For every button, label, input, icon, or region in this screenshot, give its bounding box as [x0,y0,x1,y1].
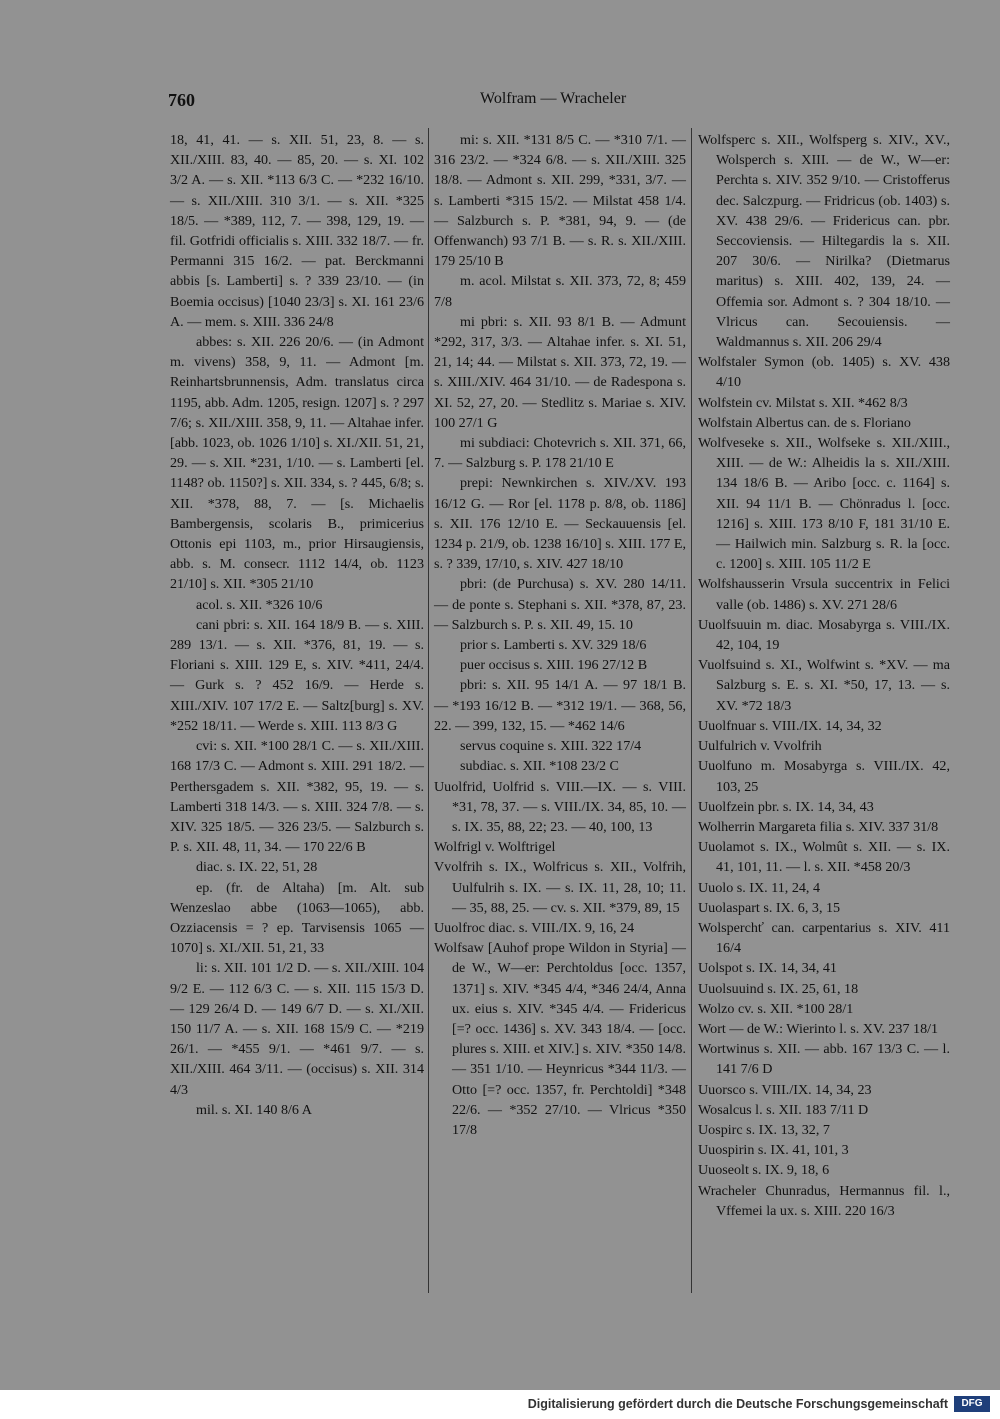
index-entry: ep. (fr. de Altaha) [m. Alt. sub Wenzeslao abbe (1063—1065), abb. Ozziacensis = ? ep. Tarvisensis 1065 —1070] s. XI./XII. 51, 21, 33 [170,879,424,957]
index-entry: Wosalcus l. s. XII. 183 7/11 D [698,1101,869,1118]
column-3 [698,130,950,1221]
index-entry: pbri: s. XII. 95 14/1 A. — 97 18/1 B. — *193 16/12 B. — *312 19/1. — 368, 56, 22. — 399, 132, 15. — *462 14/6 [434,677,686,734]
index-entry: Wolfveseke s. XII., Wolfseke s. XII./XIII., XIII. — de W.: Alheidis la s. XII./XIII. 134 18/6 B. — Aribo [occ. c. 1164] s. XII. 94 11/1 B. — Chönradus l. [occ. 1216] s. XIII. 173 8/10 F, 181 31/10 E. — Hailwich min. Salzburg s. R. la [occ. c. 1200] s. XIII. 105 11/2 E [698,435,950,573]
index-entry: Wolfsaw [Auhof prope Wildon in Styria] — de W., W—er: Perchtoldus [occ. 1357, 1371] s. XIV. *345 4/4, *346 24/4, Anna ux. eius s. XIV. *345 4/4. — Fridericus [=? occ. 1436] s. XV. 343 18/4. — [occ. plures s. XIII. et XIV.] s. XIV. *350 14/8. — 351 1/10. — Heynricus *344 11/3. — Otto [=? occ. 1357, fr. Perchtoldi] *348 22/6. — *352 27/10. — Vlricus *350 17/8 [434,940,686,1138]
index-entry: Wolfshausserin Vrsula succentrix in Felici valle (ob. 1486) s. XV. 271 28/6 [698,576,950,613]
index-entry: Vvolfrih s. IX., Wolfricus s. XII., Volfrih, Uulfulrih s. IX. — s. IX. 11, 28, 10; 11. — 35, 88, 25. — cv. s. XII. *379, 89, 15 [434,859,686,916]
index-entry: Wolfrigl v. Wolftrigel [434,839,556,856]
index-entry: Uuolfnuar s. VIII./IX. 14, 34, 32 [698,717,882,734]
index-entry: m. acol. Milstat s. XII. 373, 72, 8; 459 7/8 [434,273,686,310]
index-entry: diac. s. IX. 22, 51, 28 [196,859,318,876]
index-entry: Wolsperchť can. carpentarius s. XIV. 411 16/4 [698,919,950,957]
index-entry: Wolfstein cv. Milstat s. XII. *462 8/3 [698,394,908,411]
index-entry: Uuolfroc diac. s. VIII./IX. 9, 16, 24 [434,919,635,936]
index-entry: Uuolfrid, Uolfrid s. VIII.—IX. — s. VIII. *31, 78, 37. — s. VIII./IX. 34, 85, 10. — s. IX. 35, 88, 22; 23. — 40, 100, 13 [434,778,686,835]
index-entry: Uuorsco s. VIII./IX. 14, 34, 23 [698,1081,872,1098]
index-entry: 18, 41, 41. — s. XII. 51, 23, 8. — s. XII./XIII. 83, 40. — 85, 20. — s. XI. 102 3/2 A. — s. XII. *113 6/3 C. — *232 16/10. — s. XII./XIII. 310 3/1. — s. XII. *325 18/5. — *389, 112, 7. — 398, 129, 19. — fil. Gotfridi officialis s. XIII. 332 18/7. — fr. Permanni 315 16/2. — pat. Berckmanni abbis [s. Lamberti] s. ? 339 23/10. — (in Boemia occisus) [1040 23/3] s. XI. 161 23/6 A. — mem. s. XIII. 336 24/8 [170,132,424,330]
index-entry: Wracheler Chunradus, Hermannus fil. l., Vffemei la ux. s. XIII. 220 16/3 [698,1182,950,1219]
funding-notice: Digitalisierung gefördert durch die Deutsche Forschungsgemeinschaft [527,1397,948,1411]
column-2 [434,130,686,1140]
index-entry: mil. s. XI. 140 8/6 A [196,1101,312,1118]
index-entry: Wolfstaler Symon (ob. 1405) s. XV. 438 4/10 [698,354,950,391]
index-entry: Wolherrin Margareta filia s. XIV. 337 31/8 [698,818,939,835]
index-entry: cvi: s. XII. *100 28/1 C. — s. XII./XIII. 168 17/3 C. — Admont s. XIII. 291 18/2. — Perthersgadem s. XII. *382, 95, 19. — s. Lamberti 318 14/3. — s. XIII. 324 7/8. — s. XIV. 325 18/5. — 326 23/5. — Salzburch s. P. s. XII. 48, 11, 34. — 170 22/6 B [170,738,424,856]
index-entry: Uuolsuuind s. IX. 25, 61, 18 [698,980,859,997]
index-entry: prior s. Lamberti s. XV. 329 18/6 [460,637,647,654]
running-head: Wolfram — Wracheler [480,90,627,107]
dfg-logo: DFG [954,1396,990,1412]
index-entry: cani pbri: s. XII. 164 18/9 B. — s. XIII. 289 13/1. — s. XII. *376, 81, 19. — s. Floriani s. XIII. 129 E, s. XIV. *411, 24/4. — Gurk s. ? 452 16/9. — Herde s. XIII./XIV. 107 17/2 E. — Saltz[burg] s. XV. *252 18/11. — Werde s. XIII. 113 8/3 G [170,616,424,734]
index-entry: Wort — de W.: Wierinto l. s. XV. 237 18/1 [698,1020,939,1037]
index-entry: Uuospirin s. IX. 41, 101, 3 [698,1142,849,1159]
page-number: 760 [168,90,195,110]
index-entry: Vuolfsuind s. XI., Wolfwint s. *XV. — ma Salzburg s. E. s. XI. *50, 17, 13. — s. XV. *72 18/3 [698,657,950,714]
index-entry: Uuoseolt s. IX. 9, 18, 6 [698,1162,830,1179]
index-entry: mi subdiaci: Chotevrich s. XII. 371, 66, 7. — Salzburg s. P. 178 21/10 E [434,435,686,472]
index-entry: Uuolfzein pbr. s. IX. 14, 34, 43 [698,798,874,815]
column-divider [691,128,692,1293]
index-entry: puer occisus s. XIII. 196 27/12 B [460,657,648,674]
index-entry: Uuolfsuuin m. diac. Mosabyrga s. VIII./IX. 42, 104, 19 [698,616,950,654]
index-entry: Uulfulrich v. Vvolfrih [698,738,822,755]
footer-bar [0,1390,1000,1419]
index-entry: Uolspot s. IX. 14, 34, 41 [698,960,837,977]
index-entry: Uospirc s. IX. 13, 32, 7 [698,1121,830,1138]
index-entry: prepi: Newnkirchen s. XIV./XV. 193 16/12 G. — Ror [el. 1178 p. 8/8, ob. 1186] s. XII. 176 12/10 E. — Seckauuensis [el. 1234 p. 21/9, ob. 1238 16/10] s. XIII. 177 E, s. ? 339, 17/10, s. XIV. 427 18/10 [434,475,686,573]
index-entry: mi pbri: s. XII. 93 8/1 B. — Admunt *292, 317, 3/3. — Altahae infer. s. XI. 51, 21, 14; 44. — Milstat s. XII. 373, 72, 19. — s. XIII./XIV. 464 31/10. — de Radespona s. XI. 52, 27, 20. — Stedlitz s. Mariae s. XIV. 100 27/1 G [434,313,686,431]
column-1 [170,130,424,1120]
index-entry: Wolfstain Albertus can. de s. Floriano [698,414,911,431]
index-entry: pbri: (de Purchusa) s. XV. 280 14/11. — de ponte s. Stephani s. XII. *378, 87, 23. — Salzburch s. P. s. XII. 49, 15. 10 [434,576,686,633]
index-entry: acol. s. XII. *326 10/6 [196,596,323,613]
index-entry: li: s. XII. 101 1/2 D. — s. XII./XIII. 104 9/2 E. — 112 6/3 C. — s. XII. 115 15/3 D. — 129 26/4 D. — 149 6/7 D. — s. XI./XII. 150 11/7 A. — s. XII. 168 15/9 C. — *219 26/1. — *455 9/1. — *461 9/7. — s. XII./XIII. 464 3/11. — (occisus) s. XII. 314 4/3 [170,960,424,1098]
index-entry: Uuolo s. IX. 11, 24, 4 [698,879,821,896]
index-entry: Wolzo cv. s. XII. *100 28/1 [698,1000,854,1017]
index-entry: servus coquine s. XIII. 322 17/4 [460,738,642,755]
index-entry: Wortwinus s. XII. — abb. 167 13/3 C. — l. 141 7/6 D [698,1041,950,1078]
index-entry: Uuolfuno m. Mosabyrga s. VIII./IX. 42, 103, 25 [698,758,950,795]
index-entry: Uuolaspart s. IX. 6, 3, 15 [698,899,841,916]
index-entry: subdiac. s. XII. *108 23/2 C [460,758,619,775]
index-entry: Wolfsperc s. XII., Wolfsperg s. XIV., XV., Wolsperch s. XIII. — de W., W—er: Perchta s. XIV. 352 9/10. — Cristofferus dec. Salczpurg. — Fridricus (ob. 1403) s. XV. 438 29/6. — Fridericus can. pbr. Seccoviensis. — Hiltegardis la s. XII. 207 30/6. — Nirilka? (Dietmarus maritus) s. XIII. 402, 139, 24. — Offemia sor. Admont s. ? 304 18/10. — Vlricus can. Secouiensis. — Waldmannus s. XII. 206 29/4 [698,132,950,351]
index-entry: abbes: s. XII. 226 20/6. — (in Admont m. vivens) 358, 9, 11. — Admont [m. Reinhartsbrunnensis, Adm. translatus circa 1195, abb. Adm. 1205, resign. 1207] s. ? 297 7/6; s. XII./XIII. 358, 9, 11. — Altahae infer. [abb. 1023, ob. 1026 1/10] s. XI./XII. 51, 21, 29. — s. XII. *231, 1/10. — s. Lamberti [el. 1148? ob. 1150?] s. XII. 334, s. ? 445, 6/8; s. XII. *378, 88, 7. — [s. Michaelis Bambergensis, scolaris B., primicerius Ottonis epi 1103, m., prior Hirsaugiensis, abb. s. M. consecr. 1112 14/4, ob. 1123 21/10] s. XII. *305 21/10 [170,334,424,593]
index-entry: Uuolamot s. IX., Wolmût s. XII. — s. IX. 41, 101, 11. — l. s. XII. *458 20/3 [698,839,950,876]
column-divider [428,128,429,1293]
index-entry: mi: s. XII. *131 8/5 C. — *310 7/1. — 316 23/2. — *324 6/8. — s. XII./XIII. 325 18/8. — Admont s. XII. 299, *331, 3/7. — s. Lamberti *315 15/2. — Milstat 458 1/4. — Salzburch s. P. *381, 94, 9. — (de Offenwanch) 93 7/1 B. — s. R. s. XII./XIII. 179 25/10 B [434,132,686,270]
